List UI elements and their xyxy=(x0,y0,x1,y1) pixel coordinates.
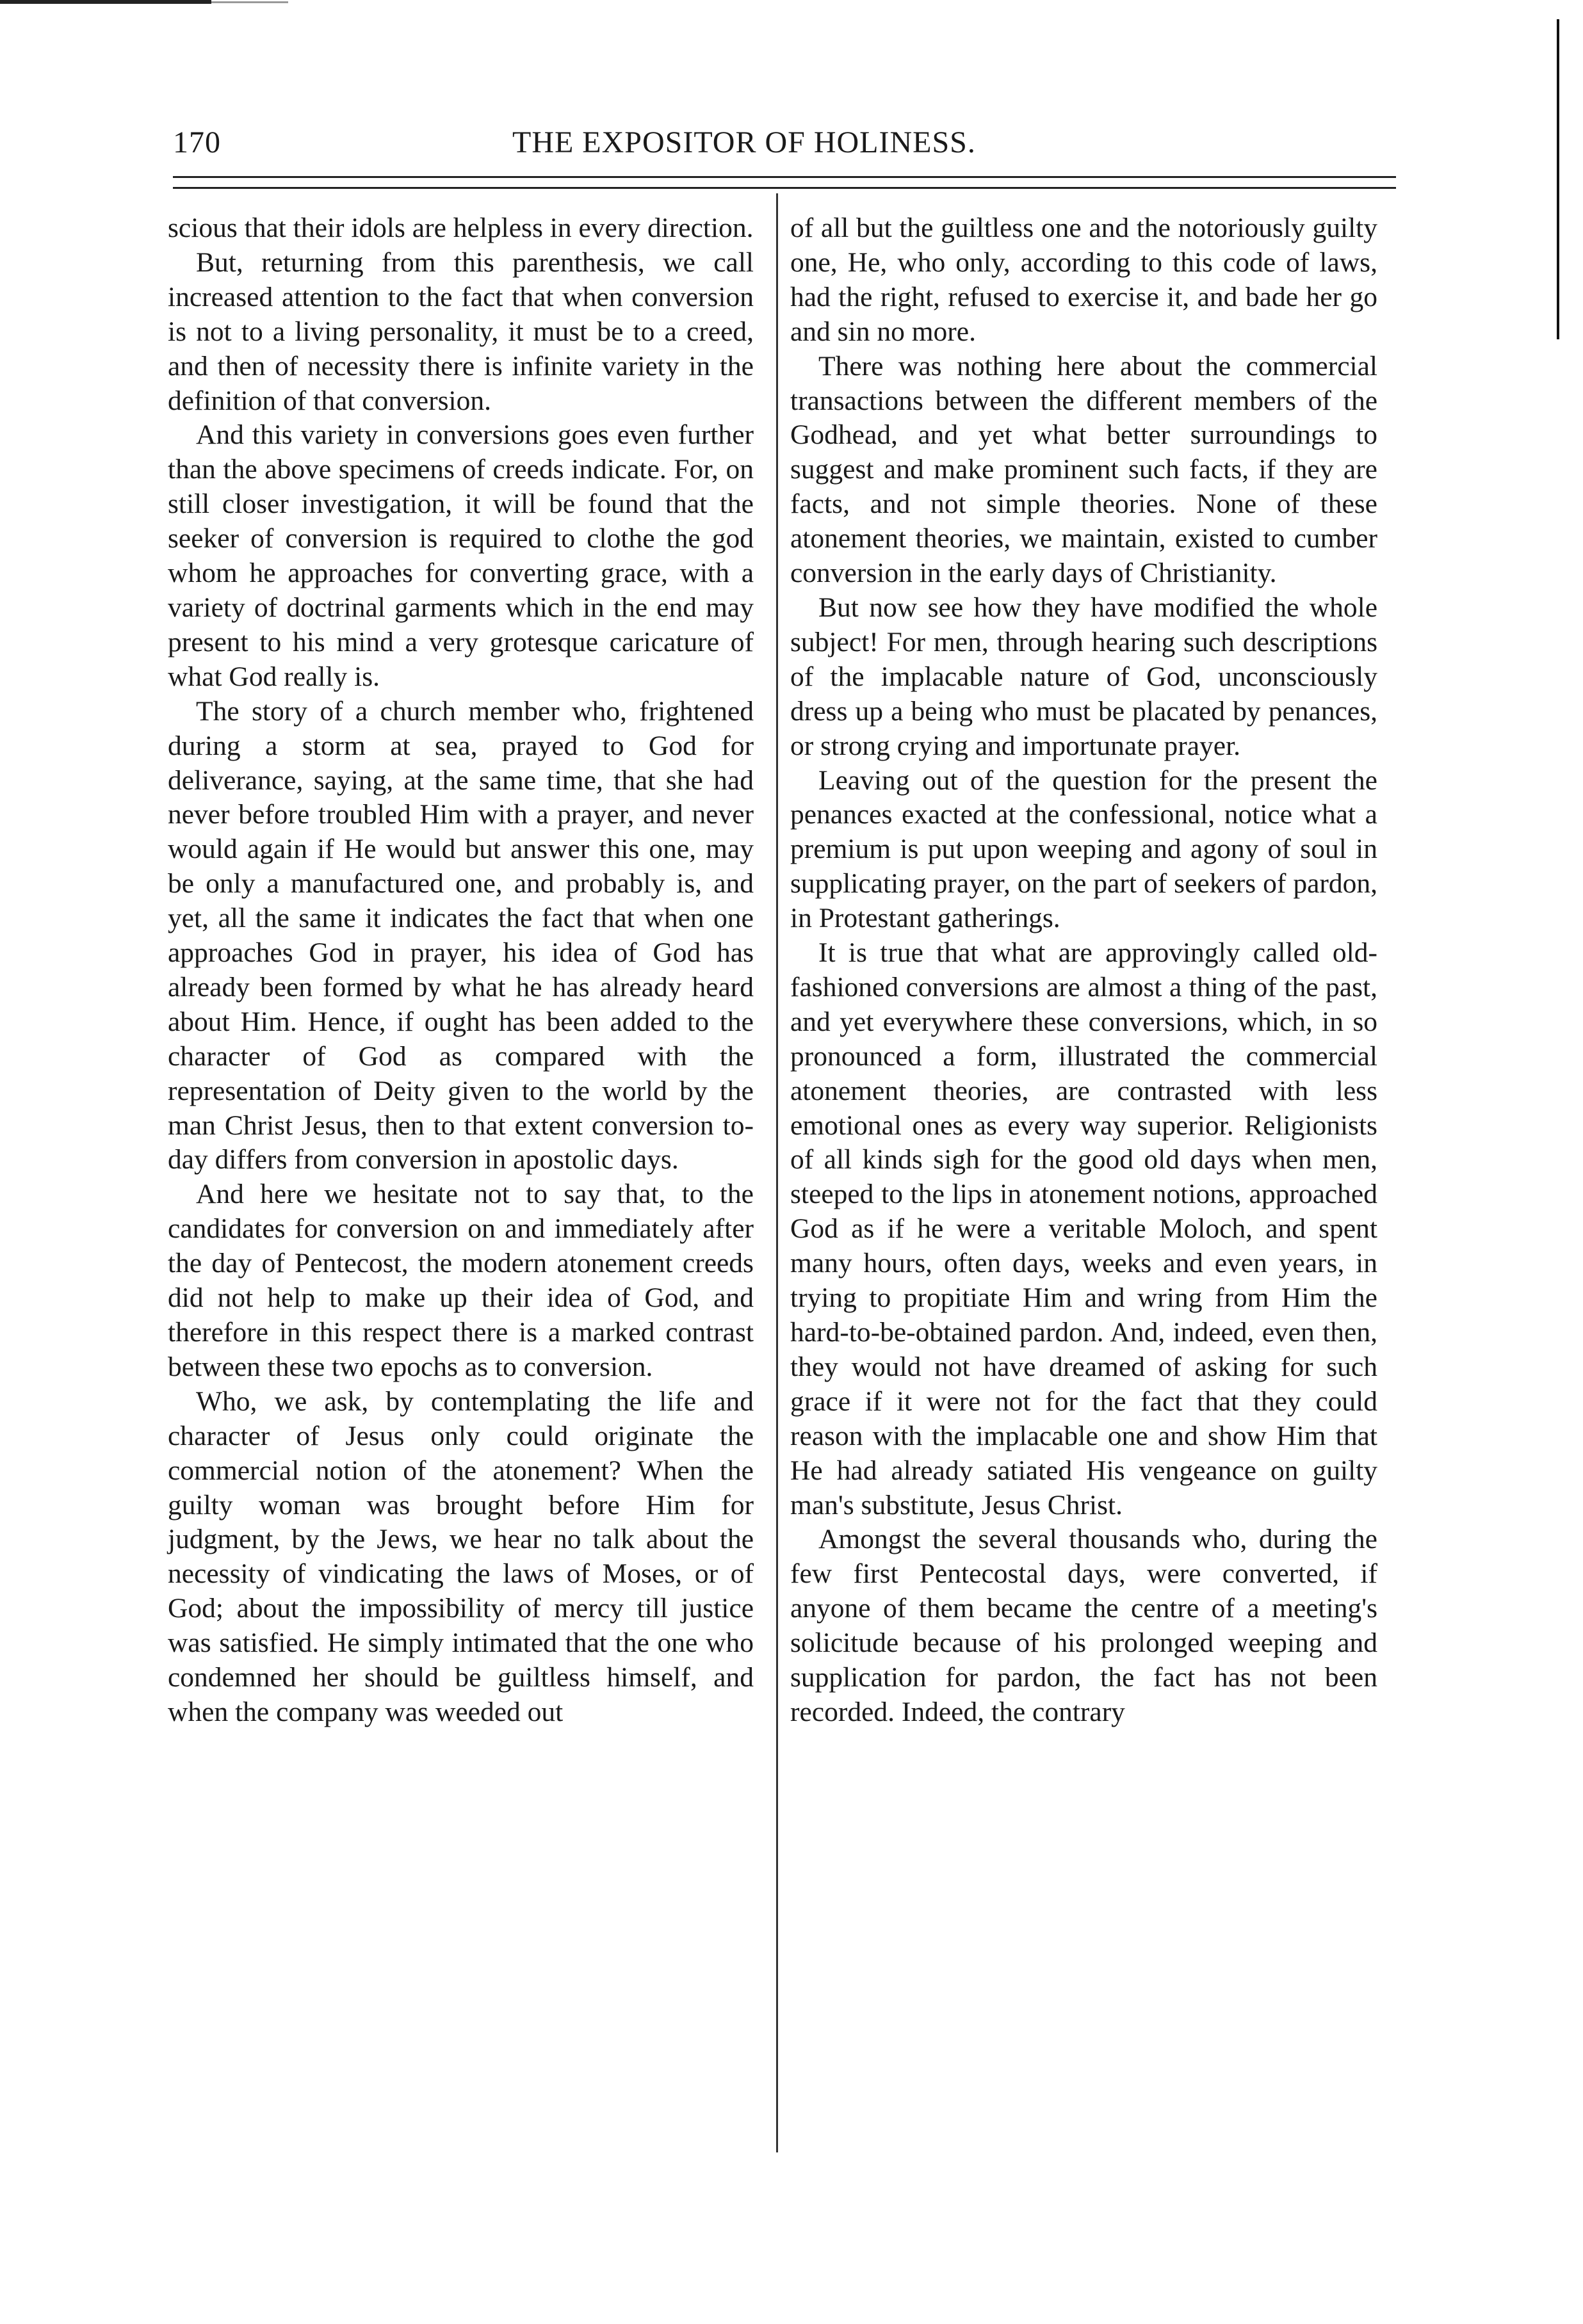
header-rule-bottom xyxy=(173,187,1396,189)
paragraph: Leaving out of the question for the present the penances exacted at the confessional, notice what a premium is put upon weeping and agony of soul in supplicating prayer, on the part of seekers of pardon, in Protestant gatherings. xyxy=(790,764,1377,934)
header-rule-top xyxy=(173,176,1396,178)
page-number: 170 xyxy=(173,125,221,159)
running-header xyxy=(173,125,1377,170)
paragraph: But now see how they have modified the whole subject! For men, through hearing such descriptions of the implacable nature of God, unconsciously dress up a being who must be placated by penances, or strong crying and importunate prayer. xyxy=(790,592,1377,761)
paragraph: And here we hesitate not to say that, to the candidates for conversion on and immediately after the day of Pentecost, the modern atonement creeds did not help to make up their idea of God, and therefore in this respect there is a marked contrast between these two epochs as to conversion. xyxy=(168,1179,754,1382)
scan-edge-mark-faint xyxy=(211,1,288,3)
paragraph: And this variety in conversions goes even further than the above specimens of creeds indicate. For, on still closer investigation, it will be found that the seeker of conversion is required to clothe the god whom he approaches for converting grace, with a variety of doctrinal garments which in the end may present to his mind a very grotesque caricature of what God really is. xyxy=(168,419,754,692)
paragraph: Who, we ask, by contemplating the life and character of Jesus only could originate the commercial notion of the atonement? When the guilty woman was brought before Him for judgment, by the Jews, we hear no talk about the necessity of vindicating the laws of Moses, or of God; about the impossibility of mercy till justice was satisfied. He simply intimated that the one who condemned her should be guiltless himself, and when the company was weeded out xyxy=(168,1385,754,1727)
paragraph: The story of a church member who, frightened during a storm at sea, prayed to God for deliverance, saying, at the same time, that she had never before troubled Him with a prayer, and never would again if He would but answer this one, may be only a manufactured one, and probably is, and yet, all the same it indicates the fact that when one approaches God in prayer, his idea of God has already been formed by what he has already heard about Him. Hence, if ought has been added to the character of God as compared with the representation of Deity given to the world by the man Christ Jesus, then to that extent conversion to-day differs from conversion in apostolic days. xyxy=(168,695,754,1175)
left-column xyxy=(168,211,754,1730)
column-divider xyxy=(776,193,778,2152)
paragraph: scious that their idols are helpless in every direction. xyxy=(168,213,754,243)
paragraph: There was nothing here about the commercial transactions between the different members of the Godhead, and yet what better surroundings to suggest and make prominent such facts, if they are facts, and not simple theories. None of these atonement theories, we maintain, existed to cumber conversion in the early days of Christianity. xyxy=(790,350,1377,589)
scan-edge-mark xyxy=(0,0,211,4)
paragraph: But, returning from this parenthesis, we call increased attention to the fact that when conversion is not to a living personality, it must be to a creed, and then of necessity there is infinite variety in the definition of that conversion. xyxy=(168,246,754,416)
paragraph: of all but the guiltless one and the notoriously guilty one, He, who only, according to this code of laws, had the right, refused to exercise it, and bade her go and sin no more. xyxy=(790,213,1377,347)
margin-scan-line xyxy=(1557,19,1559,339)
paragraph: It is true that what are approvingly called old-fashioned conversions are almost a thing of the past, and yet everywhere these conversions, which, in so pronounced a form, illustrated the commercial atonement theories, are contrasted with less emotional ones as every way superior. Religionists of all kinds sigh for the good old days when men, steeped to the lips in atonement notions, approached God as if he were a veritable Moloch, and spent many hours, often days, weeks and even years, in trying to propitiate Him and wring from Him the hard-to-be-obtained pardon. And, indeed, even then, they would not have dreamed of asking for such grace if it were not for the fact that they could reason with the implacable one and show Him that He had already satiated His vengeance on guilty man's substitute, Jesus Christ. xyxy=(790,937,1377,1521)
right-column xyxy=(790,211,1377,1730)
paragraph: Amongst the several thousands who, during the few first Pentecostal days, were converted, if anyone of them became the centre of a meeting's solicitude because of his prolonged weeping and supplication for pardon, the fact has not been recorded. Indeed, the contrary xyxy=(790,1524,1377,1727)
running-title: THE EXPOSITOR OF HOLINESS. xyxy=(512,125,976,159)
